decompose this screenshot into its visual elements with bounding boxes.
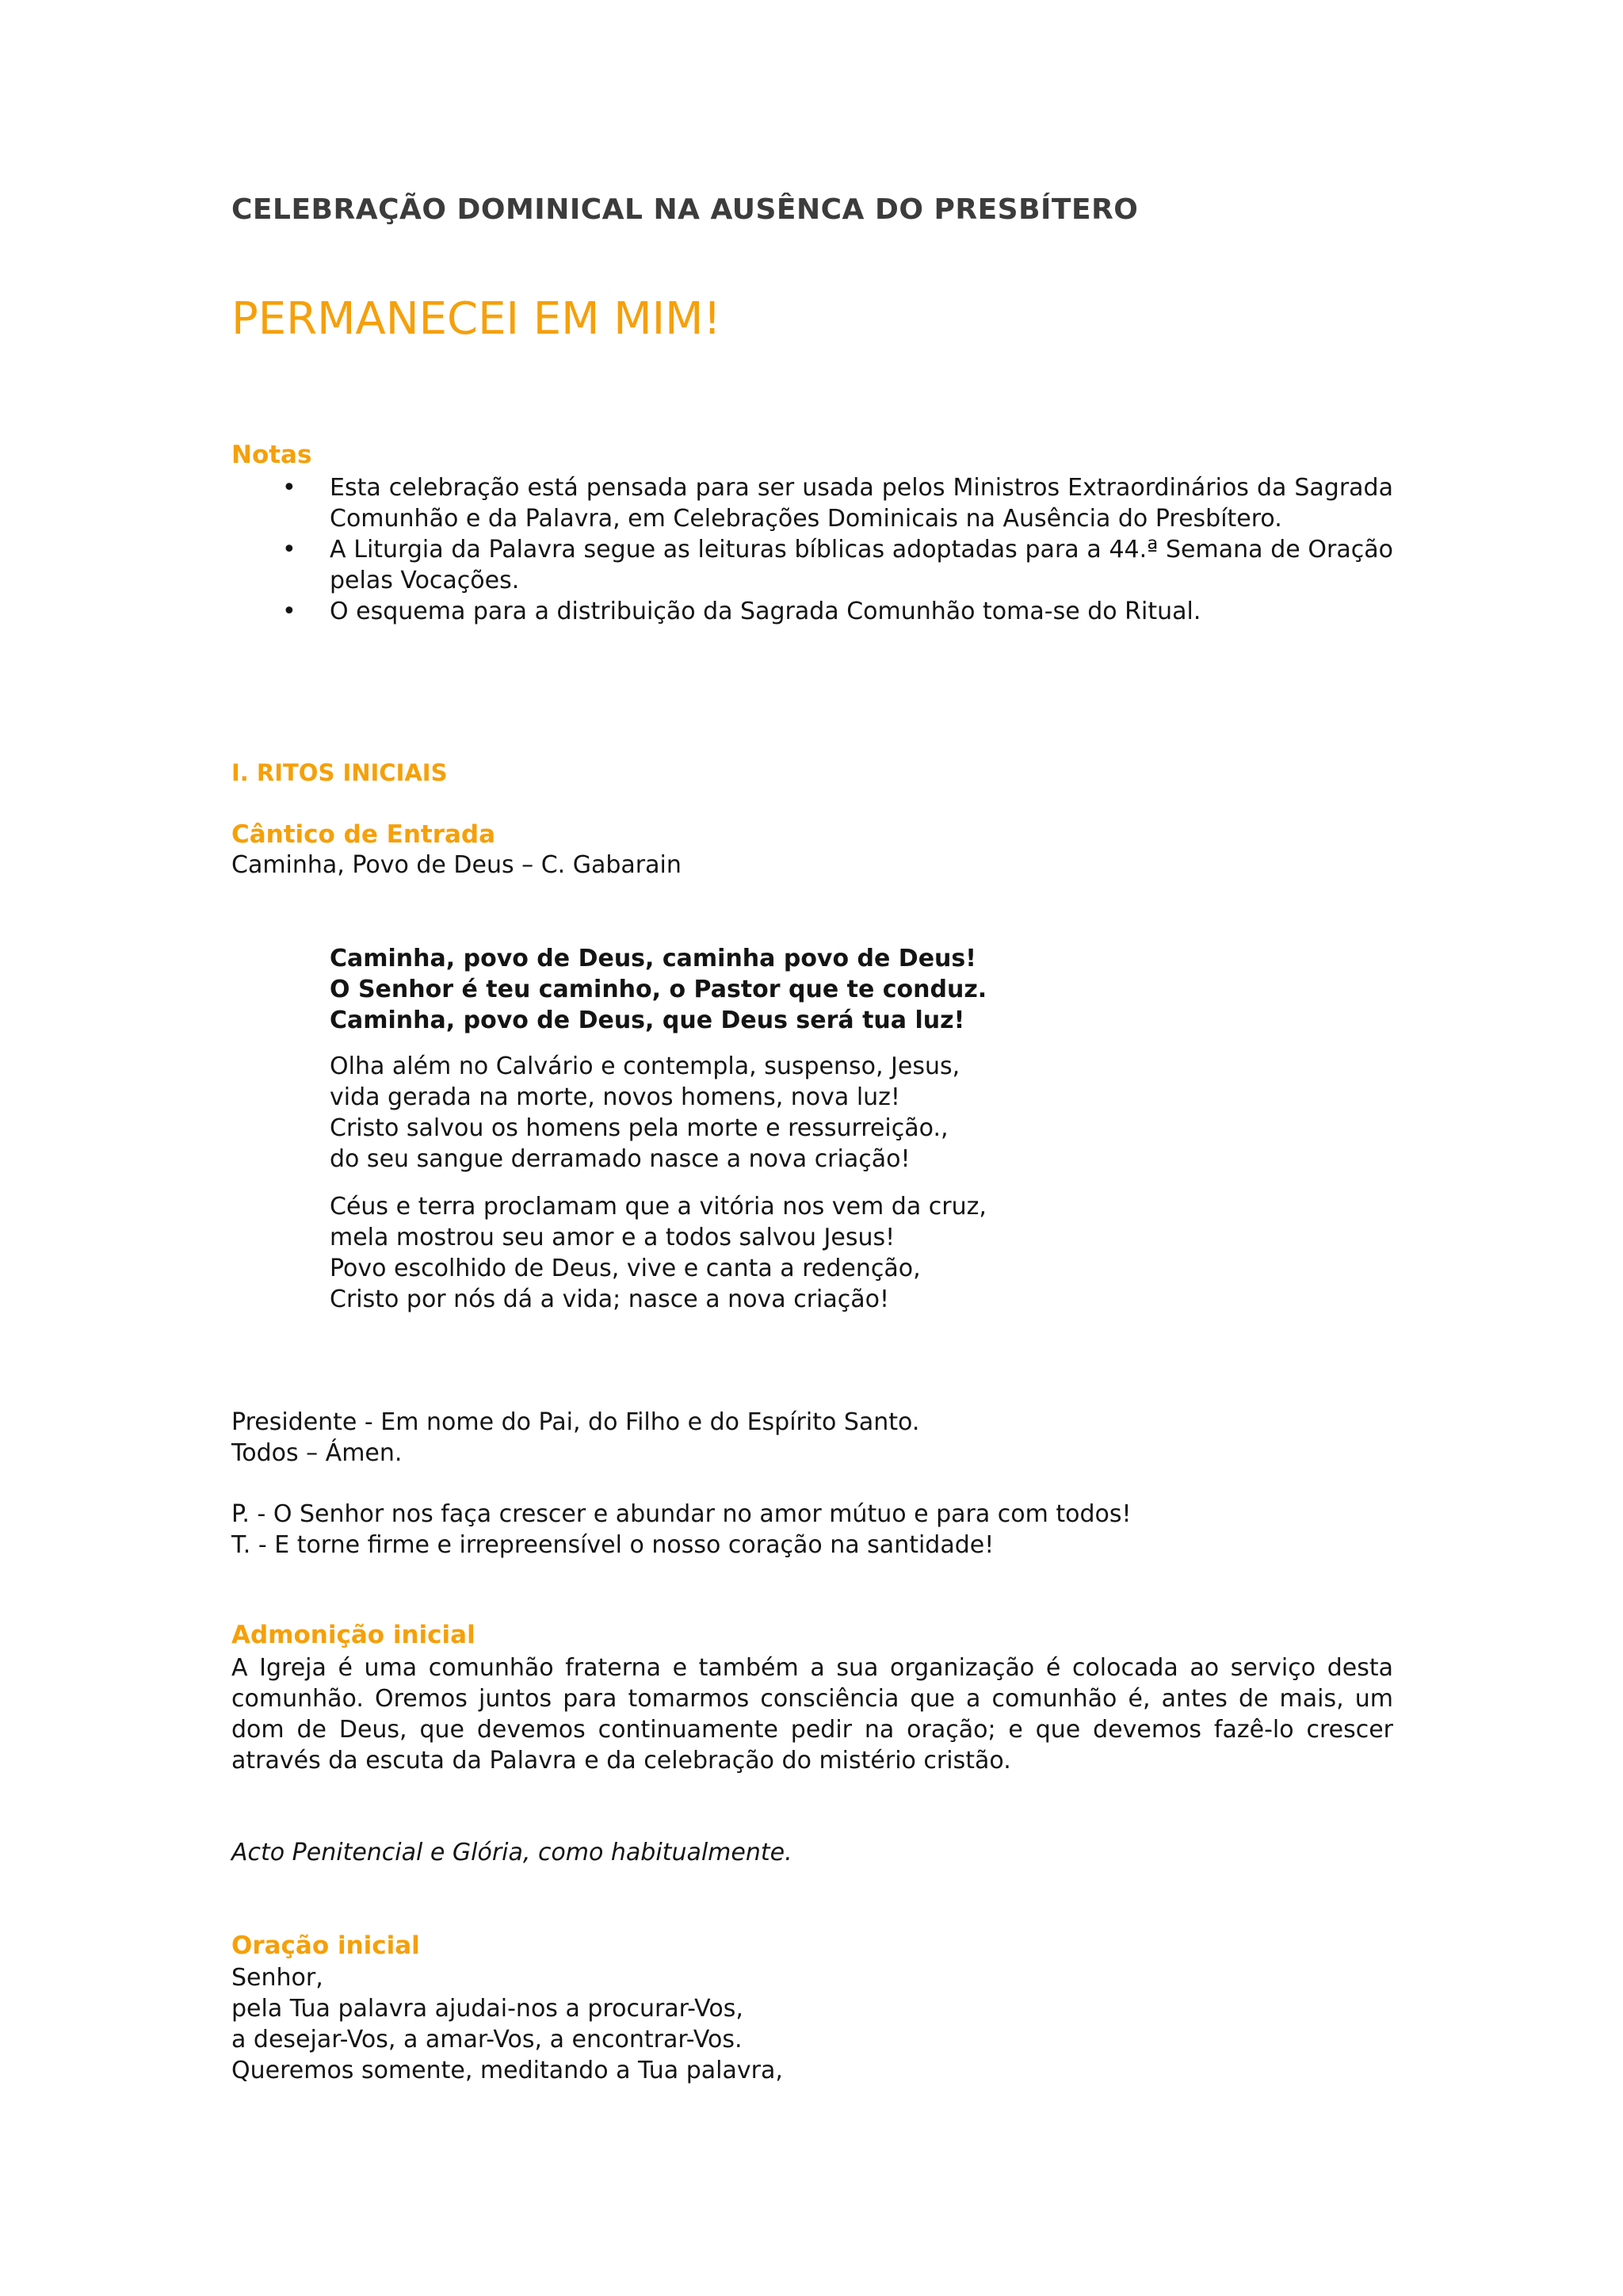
note-text: O esquema para a distribuição da Sagrada Comunhão toma-se do Ritual. [330, 598, 1201, 625]
hymn-line: O Senhor é teu caminho, o Pastor que te conduz. [330, 976, 987, 1003]
hymn-stanza-1 [330, 1051, 960, 1175]
hymn-line: do seu sangue derramado nasce a nova criação! [330, 1145, 911, 1173]
hymn-line: Cristo por nós dá a vida; nasce a nova criação! [330, 1286, 890, 1313]
hymn-line: Caminha, povo de Deus, caminha povo de Deus! [330, 945, 976, 972]
hymn-line: Povo escolhido de Deus, vive e canta a redenção, [330, 1255, 921, 1282]
list-item [231, 534, 1393, 596]
hymn-line: Caminha, povo de Deus, que Deus será tua luz! [330, 1007, 965, 1034]
cantico-heading: Cântico de Entrada [231, 820, 496, 849]
bullet-icon: • [282, 474, 296, 502]
notes-heading: Notas [231, 441, 312, 469]
bullet-icon: • [282, 598, 296, 625]
hymn-line: mela mostrou seu amor e a todos salvou Jesus! [330, 1224, 896, 1251]
bullet-icon: • [282, 536, 296, 563]
oracao-line: Senhor, [231, 1964, 323, 1992]
list-item [231, 472, 1393, 534]
hymn-stanza-2 [330, 1191, 987, 1315]
dialog-line: Presidente - Em nome do Pai, do Filho e do Espírito Santo. [231, 1408, 920, 1436]
dialog-line: Todos – Ámen. [231, 1439, 403, 1467]
hymn-line: Cristo salvou os homens pela morte e ressurreição., [330, 1114, 949, 1142]
oracao-heading: Oração inicial [231, 1931, 420, 1960]
admonicao-heading: Admonição inicial [231, 1621, 475, 1649]
dialog-greeting [231, 1499, 1132, 1561]
oracao-line: a desejar-Vos, a amar-Vos, a encontrar-Vos. [231, 2026, 743, 2053]
list-item [231, 596, 1393, 627]
document-supertitle: CELEBRAÇÃO DOMINICAL NA AUSÊNCA DO PRESBÍTERO [231, 193, 1139, 226]
dialog-line: T. - E torne firme e irrepreensível o nosso coração na santidade! [231, 1531, 995, 1559]
oracao-text [231, 1962, 783, 2086]
dialog-line: P. - O Senhor nos faça crescer e abundar no amor mútuo e para com todos! [231, 1500, 1132, 1528]
oracao-line: Queremos somente, meditando a Tua palavra, [231, 2057, 783, 2084]
hymn-refrain [330, 943, 987, 1036]
hymn-line: Olha além no Calvário e contempla, suspenso, Jesus, [330, 1052, 960, 1080]
cantico-subtitle: Caminha, Povo de Deus – C. Gabarain [231, 851, 682, 879]
admonicao-text: A Igreja é uma comunhão fraterna e também a sua organização é colocada ao serviço desta comunhão. Oremos juntos para tomarmos consciência que a comunhão é, antes de mais, um dom de Deus, que devemos continuamente pedir na oração; e que devemos fazê-lo crescer através da escuta da Palavra e da celebração do mistério cristão. [231, 1654, 1393, 1775]
note-text: Esta celebração está pensada para ser usada pelos Ministros Extraordinários da Sagrada Comunhão e da Palavra, em Celebrações Dominicais na Ausência do Presbítero. [330, 474, 1393, 533]
oracao-line: pela Tua palavra ajudai-nos a procurar-Vos, [231, 1995, 743, 2023]
hymn-line: Céus e terra proclamam que a vitória nos vem da cruz, [330, 1193, 987, 1221]
rubric-text: Acto Penitencial e Glória, como habitualmente. [231, 1839, 792, 1866]
hymn-line: vida gerada na morte, novos homens, nova luz! [330, 1083, 900, 1111]
note-text: A Liturgia da Palavra segue as leituras bíblicas adoptadas para a 44.ª Semana de Oração pelas Vocações. [330, 536, 1393, 594]
dialog-sign-of-cross [231, 1407, 919, 1469]
section-heading-ritos-iniciais: I. RITOS INICIAIS [231, 759, 448, 786]
notes-list [231, 472, 1393, 627]
document-title: PERMANECEI EM MIM! [231, 293, 721, 345]
